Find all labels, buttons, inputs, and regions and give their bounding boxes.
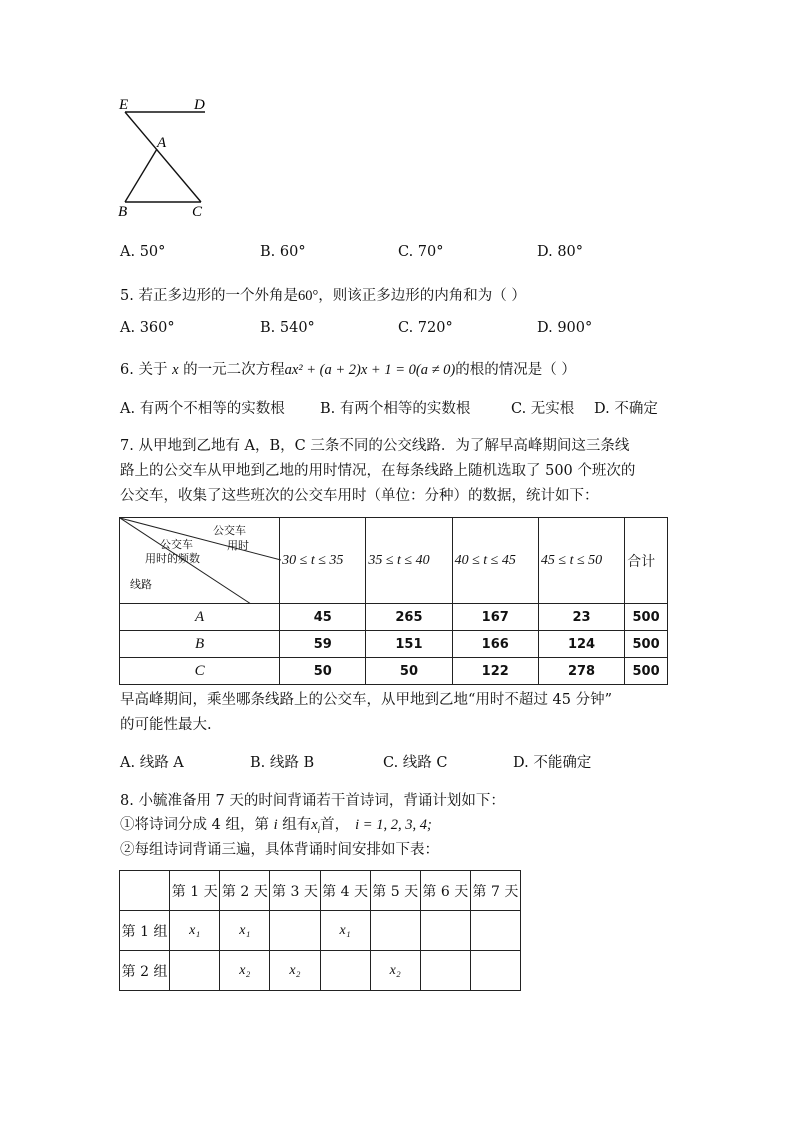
table-row [120,631,668,658]
q8-header-empty [120,871,170,911]
cell: 50 [280,658,366,685]
q4-option-a: A. 50° [120,244,166,260]
cell: x₂ [220,951,270,991]
q6-option-d: D. 不确定 [594,401,658,417]
q8-line2: ①将诗词分成 4 组，第 i 组有$x_i$首， i = 1, 2, 3, 4; [120,817,432,835]
q7-after1: 早高峰期间，乘坐哪条线路上的公交车，从甲地到乙地“用时不超过 45 分钟” [120,692,612,708]
q7-option-c: C. 线路 C [383,755,448,771]
cell: 59 [280,631,366,658]
cell: 500 [625,604,668,631]
cell: 124 [538,631,624,658]
cell: 45 [280,604,366,631]
triangle-figure [112,92,222,222]
q5-option-c: C. 720° [398,320,453,336]
q7-line3: 公交车，收集了这些班次的公交车用时（单位：分种）的数据，统计如下： [120,488,599,504]
corner-bottom: 线路 [130,578,152,591]
label-B: B [118,204,128,220]
cell: 500 [625,631,668,658]
q7-header-4: 45 ≤ t ≤ 50 [538,518,624,604]
q6-option-b: B. 有两个相等的实数根 [320,401,471,417]
q5-option-b: B. 540° [260,320,315,336]
q5-option-d: D. 900° [537,320,593,336]
label-C: C [192,204,203,220]
cell: 166 [452,631,538,658]
q7-table-corner [120,518,280,604]
q4-option-c: C. 70° [398,244,444,260]
q7-line1: 7. 从甲地到乙地有 A，B，C 三条不同的公交线路．为了解早高峰期间这三条线 [120,438,630,454]
cell [420,951,470,991]
corner-mid1: 公交车 [160,538,193,551]
cell: 50 [366,658,452,685]
cell: 265 [366,604,452,631]
cell: 278 [538,658,624,685]
table-row [120,951,521,991]
corner-top: 公交车 [213,524,246,537]
label-D: D [194,97,205,113]
q7-header-total: 合计 [625,518,668,604]
cell: x₁ [320,911,370,951]
table-row [120,658,668,685]
table-row [120,604,668,631]
cell [270,911,320,951]
cell [320,951,370,991]
q4-option-d: D. 80° [537,244,584,260]
cell: x₂ [270,951,320,991]
q7-option-b: B. 线路 B [250,755,315,771]
q4-option-b: B. 60° [260,244,306,260]
row-label: C [120,658,280,685]
q7-header-3: 40 ≤ t ≤ 45 [452,518,538,604]
cell: 151 [366,631,452,658]
cell: x₁ [220,911,270,951]
q8-line1: 8. 小毓准备用 7 天的时间背诵若干首诗词，背诵计划如下： [120,793,505,809]
q5-option-a: A. 360° [120,320,175,336]
q8-header-day5: 第 5 天 [370,871,420,911]
label-E: E [119,97,129,113]
q6-option-a: A. 有两个不相等的实数根 [120,401,285,417]
q7-option-d: D. 不能确定 [513,755,592,771]
q7-option-a: A. 线路 A [120,755,184,771]
corner-mid2: 用时的频数 [145,552,200,565]
cell [420,911,470,951]
q8-header-day4: 第 4 天 [320,871,370,911]
cell: 500 [625,658,668,685]
q8-header-day7: 第 7 天 [470,871,520,911]
table-row [120,911,521,951]
q7-header-2: 35 ≤ t ≤ 40 [366,518,452,604]
cell [470,911,520,951]
q8-header-day2: 第 2 天 [220,871,270,911]
cell [170,951,220,991]
row-label: A [120,604,280,631]
cell: 122 [452,658,538,685]
cell [470,951,520,991]
q6-equation: ax² + (a + 2)x + 1 = 0(a ≠ 0) [284,362,456,378]
q5-stem: 5. 若正多边形的一个外角是60°，则该正多边形的内角和为（ ） [120,288,526,304]
cell: x₂ [370,951,420,991]
q7-line2: 路上的公交车从甲地到乙地的用时情况，在每条线路上随机选取了 500 个班次的 [120,463,636,479]
q6-option-c: C. 无实根 [511,401,575,417]
q7-after2: 的可能性最大. [120,717,212,733]
q7-header-1: 30 ≤ t ≤ 35 [280,518,366,604]
q8-header-day6: 第 6 天 [420,871,470,911]
q8-line3: ②每组诗词背诵三遍，具体背诵时间安排如下表： [120,842,439,858]
cell: x₁ [170,911,220,951]
q8-header-day1: 第 1 天 [170,871,220,911]
q8-table [119,870,521,991]
q8-header-day3: 第 3 天 [270,871,320,911]
row-label: 第 1 组 [120,911,170,951]
cell: 23 [538,604,624,631]
corner-top2: 用时 [227,539,249,552]
q7-table [119,517,668,685]
row-label: 第 2 组 [120,951,170,991]
label-A: A [157,135,167,151]
q6-stem: 6. 关于 x 的一元二次方程ax² + (a + 2)x + 1 = 0(a ≠ 0)的根的情况是（ ） [120,362,576,378]
cell [370,911,420,951]
row-label: B [120,631,280,658]
cell: 167 [452,604,538,631]
